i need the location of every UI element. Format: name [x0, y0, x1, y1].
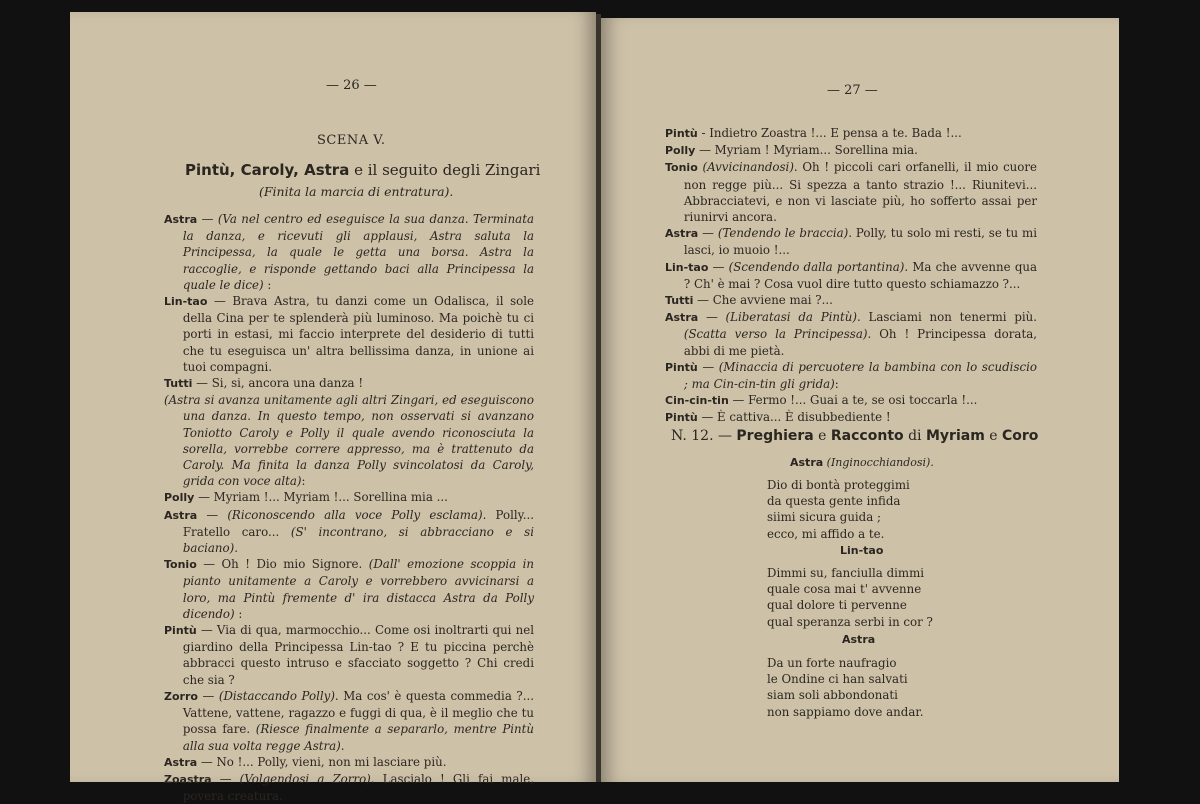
stage-direction: (Riconoscendo alla voce Polly esclama) [227, 507, 483, 522]
dialogue-entry [164, 293, 534, 375]
spoken-line: . Polly, tu solo mi resti, se tu mi lasci, io muoio !... [683, 226, 1037, 258]
singer-name: Astra [842, 633, 876, 646]
spoken-line: — [197, 507, 228, 522]
stage-direction: (Minaccia di percuotere la bambina con lo scudiscio ; ma Cin-cin-tin gli grida) [683, 359, 1037, 392]
dialogue-entry [665, 125, 1037, 142]
verse-line: non sappiamo dove andar. [767, 704, 924, 719]
verse-block [767, 477, 910, 542]
dialogue-entry [665, 292, 1037, 309]
verse-line: da questa gente infida [767, 494, 901, 509]
stage-direction: (Liberatasi da Pintù) [725, 310, 857, 325]
speaker-name: Pintù [665, 127, 698, 140]
spoken-line: — Fermo !... Guai a te, se osi toccarla !... [728, 393, 978, 408]
song-number: N. 12. — [671, 428, 737, 444]
scene-title: SCENA V. [317, 133, 386, 148]
speaker-name: Astra [164, 213, 198, 226]
spoken-line: . Ma che avvenne qua ? Ch' è mai ? Cosa vuol dire tutto questo schiamazzo ?... [683, 259, 1038, 291]
verse-line: qual speranza serbi in cor ? [767, 614, 933, 629]
speaker-name: Astra [665, 227, 699, 241]
spoken-line: — Oh ! Dio mio Signore. [196, 557, 369, 572]
dialogue-entry [164, 556, 534, 622]
verse-block [767, 655, 923, 720]
scene-heading [185, 161, 540, 179]
dialogue-entry [665, 225, 1037, 258]
speaker-name: Lin-tao [665, 260, 709, 274]
verse-line: Dimmi su, fanciulla dimmi [767, 566, 925, 580]
song-word: Preghiera [736, 428, 814, 444]
verse-line: Da un forte naufragio [767, 656, 897, 670]
spoken-line: — Via di qua, marmocchio... Come osi inoltrarti qui nel giardino della Principessa Lin-tao ? E tu piccina perchè abbracci questo intruso e sfacciato soggetto ? Chi credi che sia ? [182, 623, 534, 687]
page-number: — 26 — [326, 78, 377, 93]
speaker-name: Zorro [164, 689, 198, 703]
dialogue-entry [164, 392, 534, 489]
verse-block [767, 565, 933, 630]
dialogue-entry [164, 375, 534, 392]
spoken-line: — Myriam ! Myriam... Sorellina mia. [695, 143, 918, 158]
verse-line: ecco, mi affido a te. [767, 526, 885, 541]
speaker-name: Tutti [164, 377, 193, 391]
song-word: Racconto [830, 428, 904, 444]
dialogue-entry [665, 392, 1037, 409]
verse-line: siimi sicura guida ; [767, 510, 881, 525]
singer-note: (Inginocchiandosi). [823, 456, 934, 469]
stage-direction: (Tendendo le braccia) [717, 226, 849, 241]
song-word: Myriam [925, 428, 985, 444]
dialogue-entry [164, 622, 534, 688]
spoken-line: — [698, 226, 718, 241]
spoken-line: . Oh ! piccoli cari orfanelli, il mio cuore non regge più... Si spezza a tanto strazio !... Riunitevi... Abbracciatevi, e non vi lasciate più, ho sofferto assai per riunirvi ancora. [683, 160, 1037, 225]
spoken-line: . Oh ! Principessa dorata, abbi di me pietà. [683, 327, 1037, 358]
dialogue-entry [665, 142, 1037, 159]
spoken-line: . [340, 738, 345, 753]
spoken-line: — [197, 688, 219, 703]
dialogue-text [164, 211, 534, 804]
verse-line: qual dolore ti pervenne [767, 598, 907, 613]
speaker-name: Polly [164, 491, 195, 505]
spoken-line: — Che avviene mai ?... [693, 293, 833, 308]
spoken-line: : [301, 474, 306, 489]
spoken-line: — [211, 771, 240, 786]
dialogue-entry [665, 359, 1037, 392]
stage-direction: (Scendendo dalla portantina) [728, 259, 905, 274]
left-page [70, 12, 596, 804]
speaker-name: Pintù [164, 624, 197, 638]
heading-characters: Pintù, Caroly, Astra [185, 161, 350, 179]
dialogue-entry [665, 309, 1037, 359]
dialogue-entry [164, 771, 534, 804]
speaker-name: Tonio [665, 161, 698, 175]
stage-direction: (Dall' emozione scoppia in pianto unitamente a Caroly e vorrebbero avvicinarsi a loro, ma Pintù fremente d' ira distacca Astra da Polly dicendo) [182, 557, 534, 621]
spoken-line: — [197, 212, 218, 226]
spoken-line: : [263, 277, 272, 292]
stage-direction: (Distaccando Polly) [218, 688, 335, 703]
spoken-line: — No !... Polly, vieni, non mi lasciare più. [197, 754, 447, 769]
speaker-name: Astra [665, 311, 699, 325]
spoken-line: — Myriam !... Myriam !... Sorellina mia ... [194, 490, 448, 505]
speaker-name: Polly [665, 144, 696, 158]
dialogue-entry [665, 259, 1037, 292]
speaker-name: Astra [164, 508, 198, 522]
spoken-line: . [234, 541, 238, 556]
dialogue-entry [164, 754, 534, 771]
dialogue-entry [665, 409, 1037, 426]
speaker-name: Tutti [665, 294, 694, 308]
singer-name: Lin-tao [840, 544, 884, 557]
spoken-line: : [834, 377, 839, 392]
verse-line: siam soli abbondonati [767, 688, 898, 703]
stage-direction: (Riesce finalmente a separarlo, mentre Pintù alla sua volta regge Astra) [182, 722, 534, 753]
scene-subheading: (Finita la marcia di entratura). [259, 184, 454, 199]
speaker-name: Pintù [665, 411, 698, 425]
stage-direction: (Astra si avanza unitamente agli altri Zingari, ed eseguiscono una danza. In questo tempo, non osservati si avanzano Toniotto Caroly e Polly il quale avendo riconosciuta la sorella, vorrebbe correre appresso, ma è trattenuto da Caroly. Ma finita la danza Polly svincolatosi da Caroly, grida con voce alta) [164, 393, 534, 489]
verse-line: le Ondine ci han salvati [767, 672, 908, 687]
spoken-line: : [234, 606, 243, 621]
stage-direction: (Volgendosi a Zorro) [239, 771, 371, 786]
spoken-line: — [697, 359, 719, 374]
dialogue-entry [164, 688, 534, 754]
song-conj: e [984, 428, 1002, 444]
speaker-name: Lin-tao [164, 295, 208, 309]
spoken-line: — È cattiva... È disubbediente ! [697, 410, 891, 425]
dialogue-entry [164, 507, 534, 557]
singer-name: Astra (Inginocchiandosi). [790, 456, 934, 469]
song-conj: e [813, 428, 831, 444]
stage-direction: (Va nel centro ed eseguisce la sua danza. Terminata la danza, e ricevuti gli applausi, Astra saluta la Principessa, la quale le getta una borsa. Astra la raccoglie, e risponde gettando baci alla Principessa la quale le dice) [182, 212, 534, 292]
stage-direction: (S' incontrano, si abbracciano e si baciano) [182, 524, 534, 556]
dialogue-entry [665, 159, 1037, 225]
dialogue-text [665, 125, 1037, 427]
speaker-name: Astra [164, 755, 198, 769]
right-page [601, 18, 1119, 782]
speaker-name: Pintù [665, 360, 698, 374]
song-word: Coro [1001, 428, 1039, 444]
spoken-line: . Ma cos' è questa commedia ?... Vattene, vattene, ragazzo e fuggi di qua, è il meglio che tu possa fare. [182, 688, 534, 737]
heading-rest: e il seguito degli Zingari [349, 161, 541, 179]
spoken-line: — [698, 310, 726, 325]
dialogue-entry [164, 489, 534, 506]
spoken-line: — Si, si, ancora una danza ! [192, 376, 364, 391]
spoken-line: — Brava Astra, tu danzi come un Odalisca, il sole della Cina per te splenderà più luminoso. Ma poichè tu ci porti in estasi, mi faccio interprete del desiderio di tutti che tu eseguisca un' altra bellissima danza, in unione ai tuoi compagni. [182, 294, 534, 374]
stage-direction: (Scatta verso la Principessa) [683, 327, 868, 342]
spoken-line: . Polly... Fratello caro... [182, 507, 534, 539]
song-conj: di [903, 428, 926, 444]
spoken-line: . Lascialo ! Gli fai male, povera creatura. [182, 771, 534, 804]
spoken-line: - Indietro Zoastra !... E pensa a te. Bada !... [697, 126, 962, 140]
page-number: — 27 — [827, 83, 878, 98]
speaker-name: Cin-cin-tin [665, 394, 729, 408]
dialogue-entry [164, 211, 534, 293]
speaker-name: Tonio [164, 558, 197, 572]
verse-line: quale cosa mai t' avvenne [767, 582, 922, 597]
spoken-line: . Lasciami non tenermi più. [856, 310, 1037, 325]
stage-direction: (Avvicinandosi) [702, 160, 794, 175]
spoken-line: — [708, 259, 729, 274]
verse-line: Dio di bontà proteggimi [767, 478, 910, 492]
speaker-name: Zoastra [164, 772, 212, 786]
song-number-heading [671, 428, 1038, 444]
